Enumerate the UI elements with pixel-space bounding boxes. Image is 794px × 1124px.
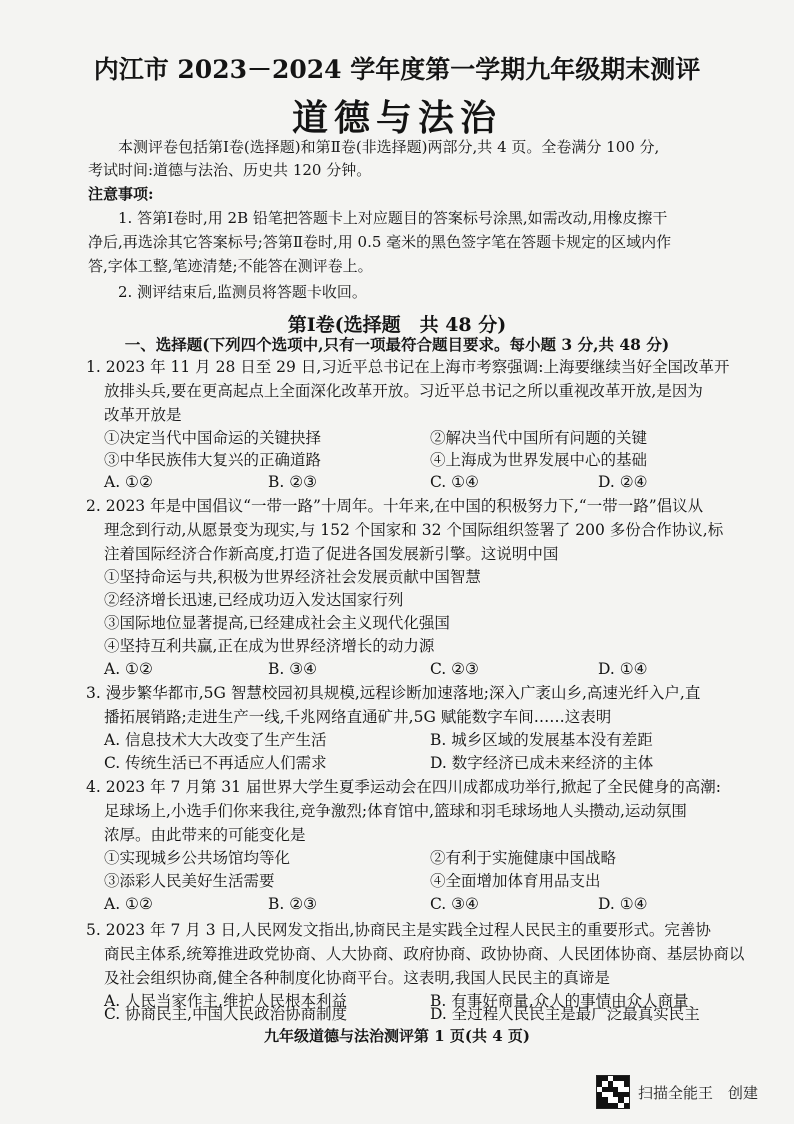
scanner-watermark bbox=[596, 1075, 758, 1109]
question-1-choice-d: D. ②④ bbox=[598, 473, 648, 491]
question-3-line-2: 播拓展销路;走进生产一线,千兆网络直通矿井,5G 赋能数字车间……这表明 bbox=[104, 708, 612, 726]
question-4-line-2: 足球场上,小选手们你来我往,竞争激烈;体育馆中,篮球和羽毛球场地人头攒动,运动氛围 bbox=[104, 802, 687, 820]
qr-code-icon bbox=[596, 1075, 630, 1109]
question-3-choice-d: D. 数字经济已成未来经济的主体 bbox=[430, 754, 654, 772]
question-5-choice-b: B. 有事好商量,众人的事情由众人商量 bbox=[430, 992, 689, 1010]
intro-line-2: 考试时间:道德与法治、历史共 120 分钟。 bbox=[88, 161, 372, 179]
question-2-item-2: ②经济增长迅速,已经成功迈入发达国家行列 bbox=[104, 591, 404, 609]
notes-item-2: 2. 测评结束后,监测员将答题卡收回。 bbox=[118, 283, 367, 301]
question-4-choice-b: B. ②③ bbox=[268, 895, 318, 913]
scanner-text: 扫描全能王 创建 bbox=[638, 1083, 759, 1102]
question-5-choice-a: A. 人民当家作主,维护人民根本利益 bbox=[104, 992, 347, 1010]
question-5-choice-c: C. 协商民主,中国人民政治协商制度 bbox=[104, 1005, 348, 1023]
question-2-item-1: ①坚持命运与共,积极为世界经济社会发展贡献中国智慧 bbox=[104, 568, 481, 586]
notes-item-1-line-3: 答,字体工整,笔迹清楚;不能答在测评卷上。 bbox=[88, 257, 373, 275]
question-1-choice-c: C. ①④ bbox=[430, 473, 479, 491]
question-5-line-3: 及社会组织协商,健全各种制度化协商平台。这表明,我国人民民主的真谛是 bbox=[104, 969, 610, 987]
question-1-line-2: 放排头兵,要在更高起点上全面深化改革开放。习近平总书记之所以重视改革开放,是因为 bbox=[104, 382, 703, 400]
notes-heading: 注意事项: bbox=[88, 185, 154, 203]
question-4-line-1: 4. 2023 年 7 月第 31 届世界大学生夏季运动会在四川成都成功举行,掀起了全民健身的高潮: bbox=[86, 778, 722, 796]
question-2-choice-a: A. ①② bbox=[104, 660, 153, 678]
question-5-choice-d: D. 全过程人民民主是最广泛最真实民主 bbox=[430, 1005, 700, 1023]
question-1-choice-a: A. ①② bbox=[104, 473, 153, 491]
question-1-item-1: ①决定当代中国命运的关键抉择 bbox=[104, 429, 322, 447]
section-instructions: 一、选择题(下列四个选项中,只有一项最符合题目要求。每小题 3 分,共 48 分) bbox=[124, 335, 670, 354]
question-4-choice-c: C. ③④ bbox=[430, 895, 479, 913]
question-1-item-2: ②解决当代中国所有问题的关键 bbox=[430, 429, 648, 447]
intro-line-1: 本测评卷包括第Ⅰ卷(选择题)和第Ⅱ卷(非选择题)两部分,共 4 页。全卷满分 100 分, bbox=[118, 138, 660, 156]
question-3-choice-a: A. 信息技术大大改变了生产生活 bbox=[104, 731, 327, 749]
question-1-choice-b: B. ②③ bbox=[268, 473, 318, 491]
question-4-line-3: 浓厚。由此带来的可能变化是 bbox=[104, 826, 306, 844]
exam-title: 内江市 2023－2024 学年度第一学期九年级期末测评 bbox=[93, 55, 701, 84]
section-title: 第Ⅰ卷(选择题 共 48 分) bbox=[287, 314, 507, 336]
notes-item-1-line-2: 净后,再选涂其它答案标号;答第Ⅱ卷时,用 0.5 毫米的黑色签字笔在答题卡规定的区域内作 bbox=[88, 233, 672, 251]
question-4-item-1: ①实现城乡公共场馆均等化 bbox=[104, 849, 291, 867]
question-4-item-4: ④全面增加体育用品支出 bbox=[430, 872, 601, 890]
question-2-line-3: 注着国际经济合作新高度,打造了促进各国发展新引擎。这说明中国 bbox=[104, 545, 559, 563]
question-1-item-3: ③中华民族伟大复兴的正确道路 bbox=[104, 451, 322, 469]
question-2-choice-c: C. ②③ bbox=[430, 660, 479, 678]
question-1-item-4: ④上海成为世界发展中心的基础 bbox=[430, 451, 648, 469]
question-4-choice-d: D. ①④ bbox=[598, 895, 648, 913]
question-5-line-2: 商民主体系,统筹推进政党协商、人大协商、政府协商、政协协商、人民团体协商、基层协商以 bbox=[104, 945, 745, 963]
question-5-line-1: 5. 2023 年 7 月 3 日,人民网发文指出,协商民主是实践全过程人民民主的重要形式。完善协 bbox=[86, 921, 711, 939]
notes-item-1-line-1: 1. 答第Ⅰ卷时,用 2B 铅笔把答题卡上对应题目的答案标号涂黑,如需改动,用橡皮擦干 bbox=[118, 209, 668, 227]
question-3-choice-b: B. 城乡区域的发展基本没有差距 bbox=[430, 731, 653, 749]
question-3-choice-c: C. 传统生活已不再适应人们需求 bbox=[104, 754, 327, 772]
subject-title: 道德与法治 bbox=[291, 97, 502, 139]
question-4-item-2: ②有利于实施健康中国战略 bbox=[430, 849, 617, 867]
question-4-item-3: ③添彩人民美好生活需要 bbox=[104, 872, 275, 890]
question-1-line-1: 1. 2023 年 11 月 28 日至 29 日,习近平总书记在上海市考察强调:上海要继续当好全国改革开 bbox=[86, 358, 730, 376]
question-2-line-1: 2. 2023 年是中国倡议“一带一路”十周年。十年来,在中国的积极努力下,“一带一路”倡议从 bbox=[86, 497, 704, 515]
question-2-choice-d: D. ①④ bbox=[598, 660, 648, 678]
question-4-choice-a: A. ①② bbox=[104, 895, 153, 913]
question-3-line-1: 3. 漫步繁华都市,5G 智慧校园初具规模,远程诊断加速落地;深入广袤山乡,高速光纤入户,直 bbox=[86, 684, 701, 702]
question-2-choice-b: B. ③④ bbox=[268, 660, 318, 678]
question-2-item-3: ③国际地位显著提高,已经建成社会主义现代化强国 bbox=[104, 614, 450, 632]
question-1-line-3: 改革开放是 bbox=[104, 406, 182, 424]
question-2-item-4: ④坚持互利共赢,正在成为世界经济增长的动力源 bbox=[104, 637, 435, 655]
question-2-line-2: 理念到行动,从愿景变为现实,与 152 个国家和 32 个国际组织签署了 200 多份合作协议,标 bbox=[104, 521, 724, 539]
page-footer: 九年级道德与法治测评第 1 页(共 4 页) bbox=[264, 1027, 530, 1045]
